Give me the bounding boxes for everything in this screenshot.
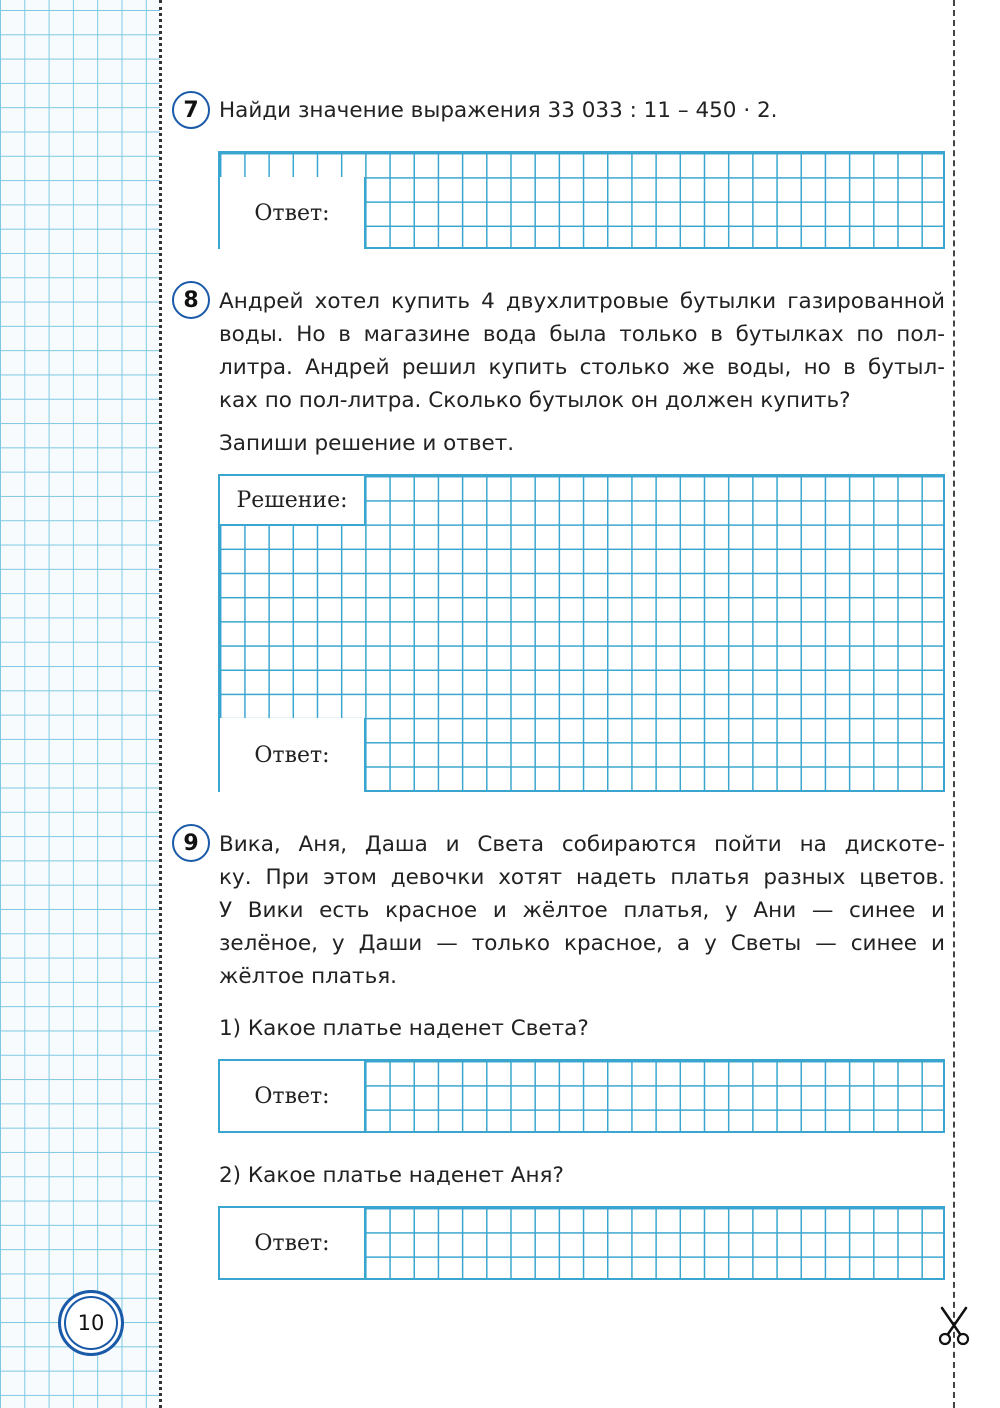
task-8-line: литра. Андрей решил купить столько же воды, но в бутыл- [219, 355, 945, 380]
task-9-answer-2-label: Ответ: [220, 1208, 366, 1278]
task-9-line: У Вики есть красное и жёлтое платья, у Ани — синее и [219, 898, 945, 923]
task-8-text [219, 285, 945, 417]
scissors-icon [936, 1306, 972, 1346]
task-9-answer-1-label: Ответ: [220, 1061, 366, 1131]
task-8-number: 8 [172, 281, 210, 319]
task-8-line: воды. Но в магазине вода была только в бутылках по пол- [219, 322, 945, 347]
task-9-question-1: 1) Какое платье наденет Света? [219, 1016, 589, 1041]
task-8-solution-label: Решение: [220, 476, 366, 526]
task-9-answer-2-grid[interactable] [218, 1206, 945, 1280]
task-9-question-2: 2) Какое платье наденет Аня? [219, 1163, 564, 1188]
task-9-line: зелёное, у Даши — только красное, а у Светы — синее и [219, 931, 945, 956]
task-8-instruction: Запиши решение и ответ. [219, 431, 515, 456]
task-7-number: 7 [172, 91, 210, 129]
task-9-number: 9 [172, 824, 210, 862]
task-9-line: ку. При этом девочки хотят надеть платья разных цветов. [219, 865, 945, 890]
task-9-text [219, 828, 945, 993]
left-grid-margin [0, 0, 160, 1408]
left-dotted-line [159, 0, 162, 1408]
task-7-answer-grid[interactable] [218, 151, 945, 249]
task-8-solution-grid[interactable] [218, 474, 945, 792]
task-8-answer-label: Ответ: [220, 718, 366, 792]
page-number: 10 [58, 1290, 124, 1356]
task-9-line: Вика, Аня, Даша и Света собираются пойти на дискоте- [219, 832, 945, 857]
right-cut-line [953, 0, 955, 1408]
task-7-text: Найди значение выражения 33 033 : 11 – 450 · 2. [219, 98, 778, 123]
task-9-answer-1-grid[interactable] [218, 1059, 945, 1133]
task-8-line: Андрей хотел купить 4 двухлитровые бутылки газированной [219, 289, 945, 314]
task-7-answer-label: Ответ: [220, 177, 366, 249]
task-8-line: ках по пол-литра. Сколько бутылок он должен купить? [219, 388, 851, 413]
task-9-line: жёлтое платья. [219, 964, 398, 989]
